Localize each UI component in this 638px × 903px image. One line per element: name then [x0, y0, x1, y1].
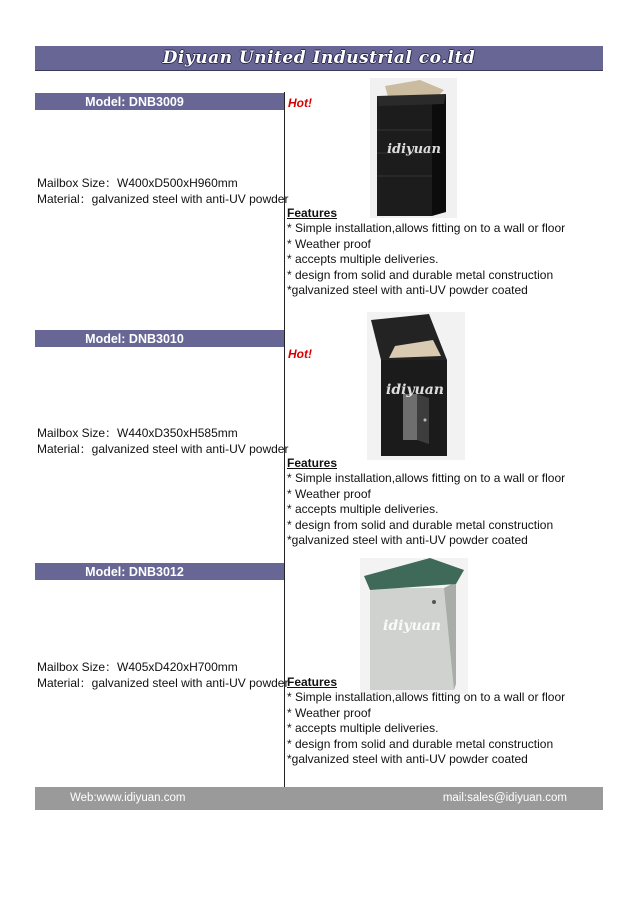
model-header-dnb3010: [35, 330, 284, 347]
watermark-text: idiyuan: [386, 382, 444, 398]
material: Material：galvanized steel with anti-UV powder: [37, 192, 289, 206]
model-name: Model: DNB3012: [85, 564, 184, 579]
features-title: Features: [287, 456, 338, 470]
product-specs: [37, 175, 288, 207]
features-title: Features: [287, 206, 338, 220]
model-name: Model: DNB3009: [85, 94, 184, 109]
product-specs: [37, 425, 288, 457]
feature-item: * Weather proof: [287, 236, 371, 251]
feature-item: * Simple installation,allows fitting on to a wall or floor: [287, 690, 566, 705]
watermark-text: idiyuan: [387, 142, 441, 157]
hot-badge: Hot!: [288, 347, 312, 361]
features-list: [287, 675, 565, 767]
model-header-dnb3012: [35, 563, 284, 580]
mailbox-size: Mailbox Size：W440xD350xH585mm: [37, 426, 238, 440]
mailbox-photo-dnb3010: [367, 312, 465, 460]
mailbox-photo-dnb3009: [370, 78, 457, 218]
company-banner: [35, 46, 603, 71]
mailbox-photo-dnb3012: [360, 558, 468, 694]
watermark-text: idiyuan: [383, 618, 441, 634]
feature-item: *galvanized steel with anti-UV powder coated: [287, 283, 528, 298]
product-specs: [37, 659, 288, 691]
feature-item: *galvanized steel with anti-UV powder coated: [287, 533, 528, 548]
feature-item: * accepts multiple deliveries.: [287, 721, 439, 736]
company-title: Diyuan United Industrial co.ltd: [162, 48, 476, 68]
features-list: [287, 206, 565, 298]
material: Material：galvanized steel with anti-UV powder: [37, 442, 289, 456]
feature-item: * design from solid and durable metal construction: [287, 517, 554, 532]
feature-item: * Simple installation,allows fitting on to a wall or floor: [287, 221, 566, 236]
mailbox-size: Mailbox Size：W400xD500xH960mm: [37, 176, 238, 190]
model-name: Model: DNB3010: [85, 331, 184, 346]
website-link[interactable]: Web:www.idiyuan.com: [70, 792, 186, 804]
feature-item: * design from solid and durable metal construction: [287, 267, 554, 282]
mailbox-size: Mailbox Size：W405xD420xH700mm: [37, 660, 238, 674]
feature-item: * accepts multiple deliveries.: [287, 502, 439, 517]
feature-item: * Weather proof: [287, 705, 371, 720]
email-link[interactable]: mail:sales@idiyuan.com: [442, 792, 567, 804]
feature-item: *galvanized steel with anti-UV powder coated: [287, 752, 528, 767]
material: Material：galvanized steel with anti-UV powder: [37, 676, 289, 690]
feature-item: * design from solid and durable metal construction: [287, 736, 554, 751]
model-header-dnb3009: [35, 93, 284, 110]
features-list: [287, 456, 565, 548]
features-title: Features: [287, 675, 338, 689]
footer-bar: [35, 787, 603, 810]
feature-item: * accepts multiple deliveries.: [287, 252, 439, 267]
feature-item: * Simple installation,allows fitting on to a wall or floor: [287, 471, 566, 486]
hot-badge: Hot!: [288, 96, 312, 110]
feature-item: * Weather proof: [287, 486, 371, 501]
